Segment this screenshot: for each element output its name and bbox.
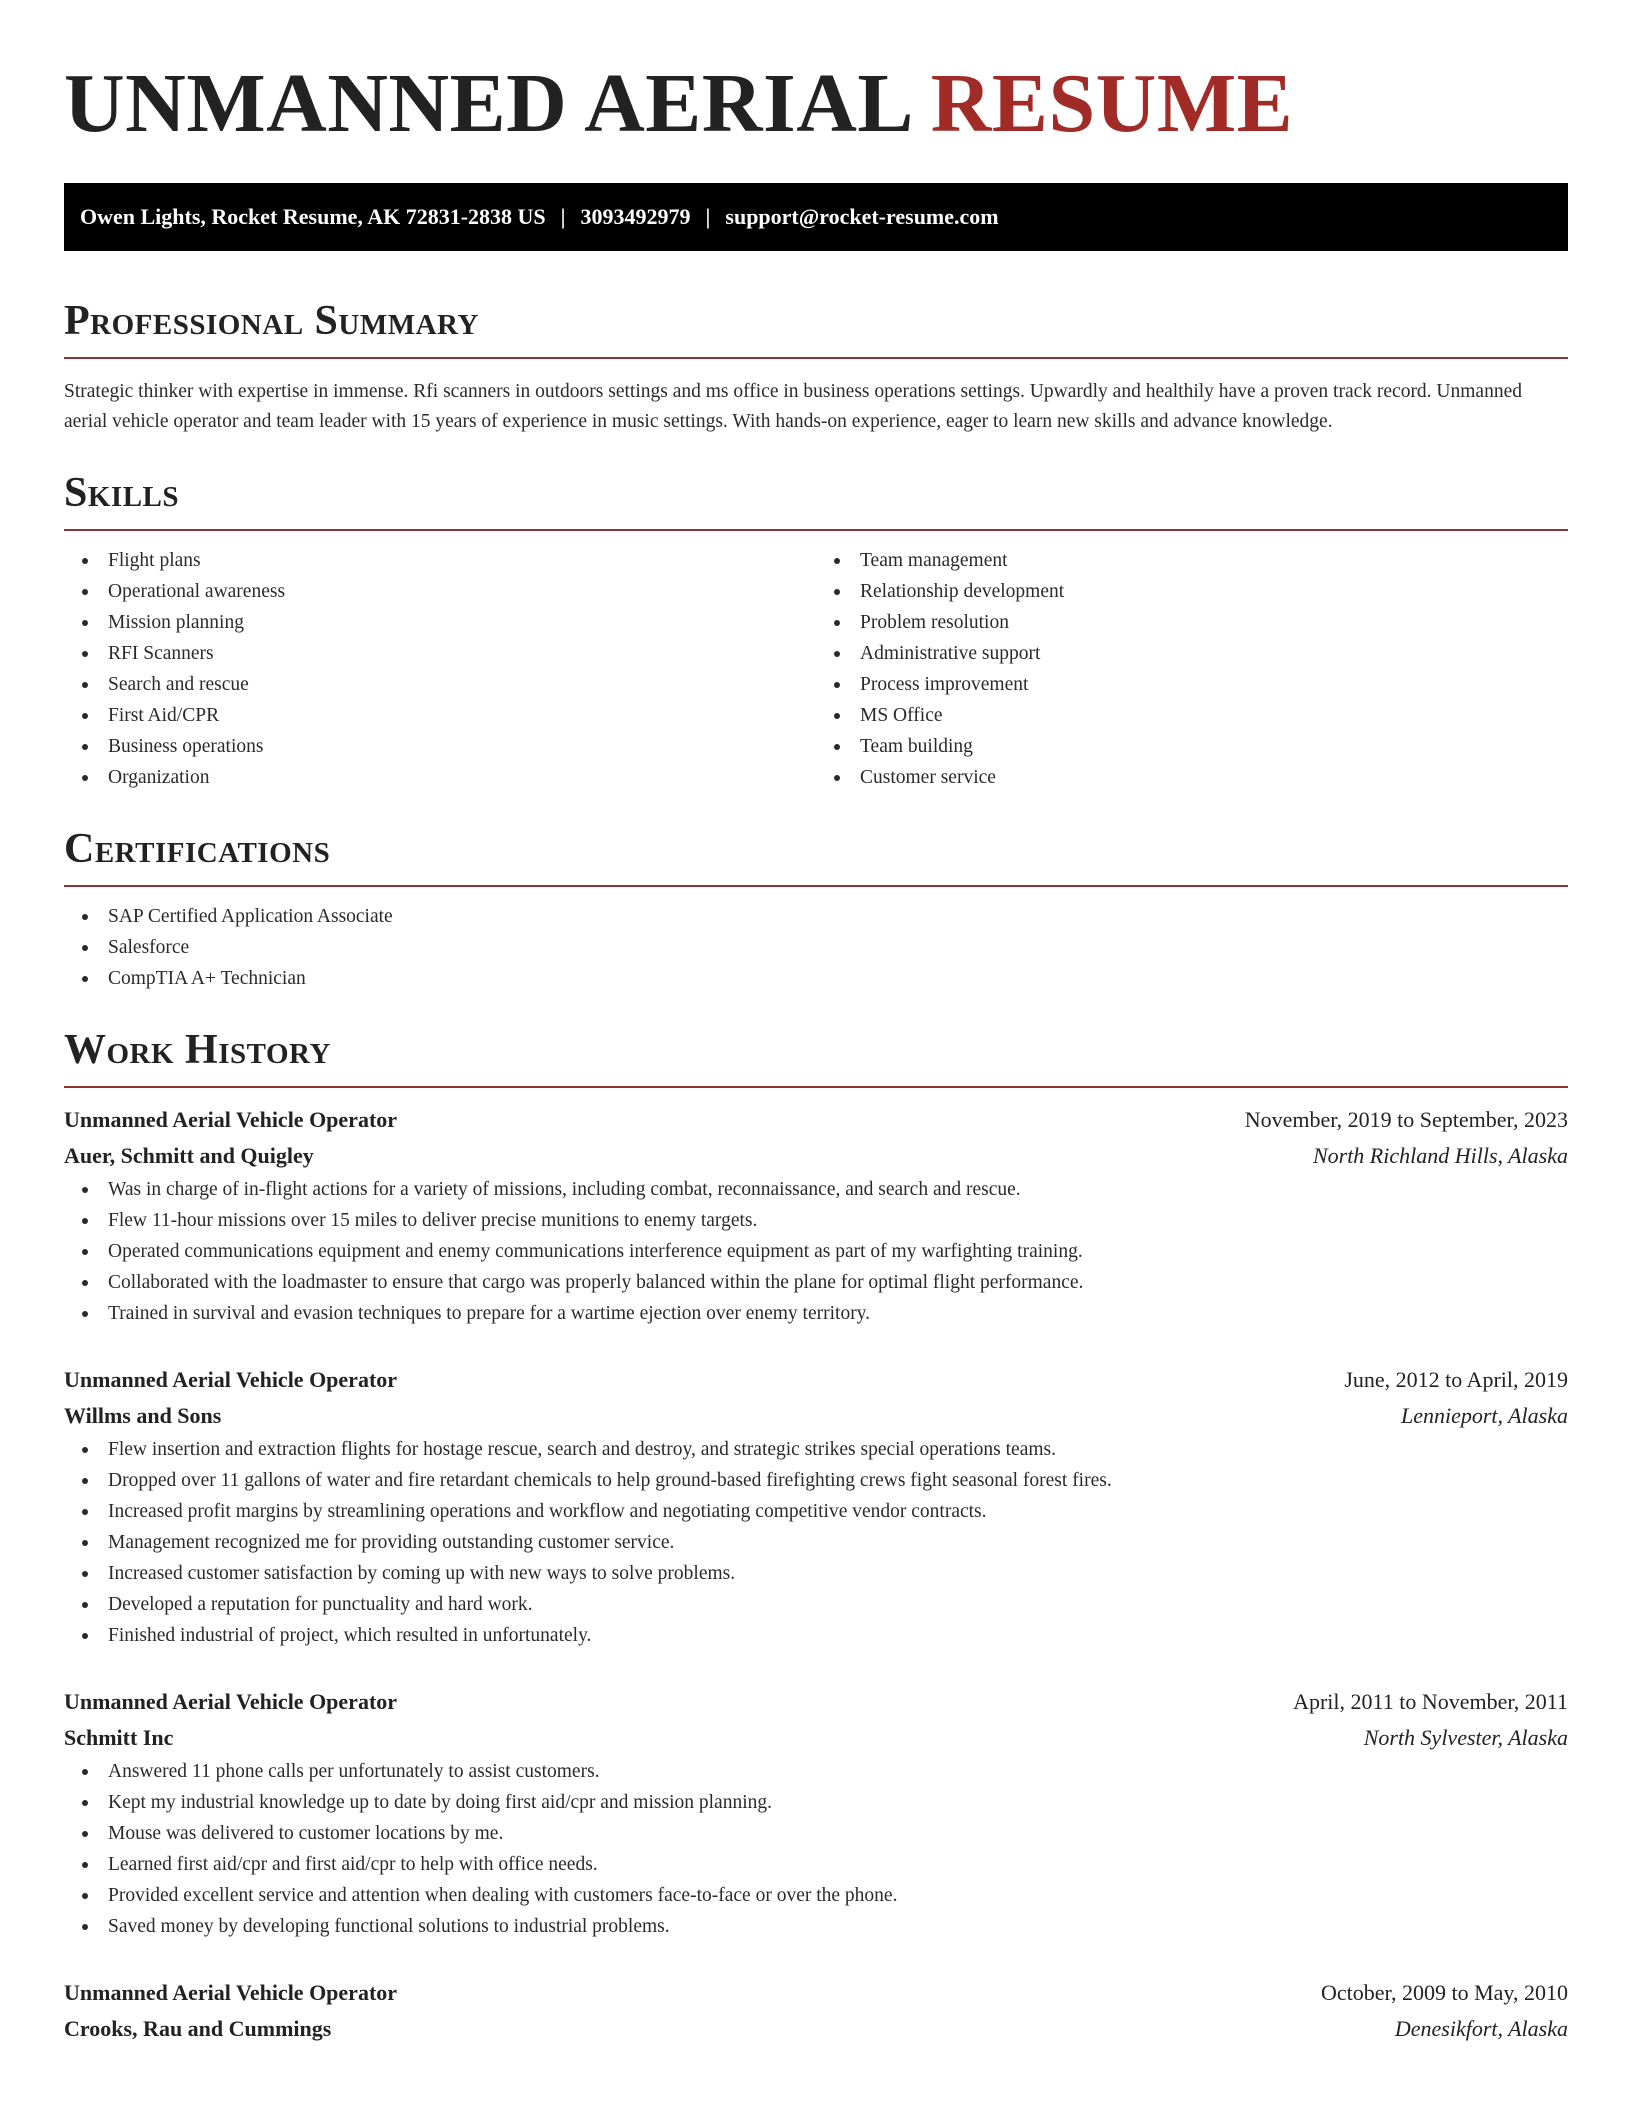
skills-list-left bbox=[64, 545, 816, 793]
job-company: Auer, Schmitt and Quigley bbox=[64, 1143, 314, 1168]
section-title-work-history: Work History bbox=[64, 1027, 331, 1073]
job-company: Schmitt Inc bbox=[64, 1725, 174, 1750]
job-bullet: Management recognized me for providing outstanding customer service. bbox=[64, 1527, 1568, 1558]
job-bullet: Finished industrial of project, which resulted in unfortunately. bbox=[64, 1620, 1568, 1651]
job-dates: April, 2011 to November, 2011 bbox=[1293, 1689, 1568, 1714]
job-bullet: Operated communications equipment and enemy communications interference equipment as part of my warfighting training. bbox=[64, 1236, 1568, 1267]
section-divider bbox=[64, 529, 1568, 531]
job-title: Unmanned Aerial Vehicle Operator bbox=[64, 1980, 398, 2005]
job-location: Denesikfort, Alaska bbox=[1394, 2016, 1568, 2041]
section-divider bbox=[64, 357, 1568, 359]
skill-item: First Aid/CPR bbox=[64, 700, 816, 731]
skill-item: Mission planning bbox=[64, 607, 816, 638]
job-bullet: Was in charge of in-flight actions for a variety of missions, including combat, reconnaissance, and search and rescue. bbox=[64, 1174, 1568, 1205]
skill-item: MS Office bbox=[816, 700, 1568, 731]
skill-item: Relationship development bbox=[816, 576, 1568, 607]
job-title: Unmanned Aerial Vehicle Operator bbox=[64, 1107, 398, 1132]
certification-item: Salesforce bbox=[64, 932, 1568, 963]
job-dates: November, 2019 to September, 2023 bbox=[1244, 1107, 1568, 1132]
skill-item: Search and rescue bbox=[64, 669, 816, 700]
job-bullet: Answered 11 phone calls per unfortunately to assist customers. bbox=[64, 1756, 1568, 1787]
skill-item: Operational awareness bbox=[64, 576, 816, 607]
job-header-row bbox=[64, 1684, 1568, 1720]
job-bullet-list bbox=[64, 1434, 1568, 1651]
job-bullet: Provided excellent service and attention when dealing with customers face-to-face or over the phone. bbox=[64, 1880, 1568, 1911]
skill-item: Organization bbox=[64, 762, 816, 793]
certification-item: SAP Certified Application Associate bbox=[64, 901, 1568, 932]
job-bullet: Flew insertion and extraction flights for hostage rescue, search and destroy, and strategic strikes special operations teams. bbox=[64, 1434, 1568, 1465]
job-bullet: Trained in survival and evasion techniques to prepare for a wartime ejection over enemy territory. bbox=[64, 1298, 1568, 1329]
summary-section bbox=[64, 295, 1568, 437]
job-bullet: Increased profit margins by streamlining operations and workflow and negotiating competitive vendor contracts. bbox=[64, 1496, 1568, 1527]
contact-bar bbox=[64, 183, 1568, 251]
job-company-row bbox=[64, 2011, 1568, 2047]
job-bullet: Saved money by developing functional solutions to industrial problems. bbox=[64, 1911, 1568, 1942]
contact-separator: | bbox=[560, 204, 566, 229]
job-entry bbox=[64, 1684, 1568, 1942]
job-company-row bbox=[64, 1398, 1568, 1434]
contact-phone: 3093492979 bbox=[580, 204, 691, 229]
job-bullet: Collaborated with the loadmaster to ensure that cargo was properly balanced within the plane for optimal flight performance. bbox=[64, 1267, 1568, 1298]
job-location: North Richland Hills, Alaska bbox=[1312, 1143, 1568, 1168]
skill-item: Process improvement bbox=[816, 669, 1568, 700]
summary-text: Strategic thinker with expertise in immense. Rfi scanners in outdoors settings and ms office in business operations settings. Upwardly and healthily have a proven track record. Unmanned aerial vehicle operator and team leader with 15 years of experience in music settings. With hands-on experience, eager to learn new skills and advance knowledge. bbox=[64, 381, 1522, 432]
skill-item: Customer service bbox=[816, 762, 1568, 793]
job-header-row bbox=[64, 1102, 1568, 1138]
job-bullet-list bbox=[64, 1174, 1568, 1329]
job-entry bbox=[64, 1362, 1568, 1651]
job-bullet: Mouse was delivered to customer locations by me. bbox=[64, 1818, 1568, 1849]
resume-title-first: UNMANNED AERIAL bbox=[64, 57, 910, 150]
job-title: Unmanned Aerial Vehicle Operator bbox=[64, 1367, 398, 1392]
skills-section bbox=[64, 467, 1568, 793]
job-dates: October, 2009 to May, 2010 bbox=[1321, 1980, 1568, 2005]
skill-item: Team building bbox=[816, 731, 1568, 762]
job-bullet: Dropped over 11 gallons of water and fire retardant chemicals to help ground-based firefighting crews fight seasonal forest fires. bbox=[64, 1465, 1568, 1496]
section-title-certifications: Certifications bbox=[64, 826, 331, 872]
job-title: Unmanned Aerial Vehicle Operator bbox=[64, 1689, 398, 1714]
section-title-summary: Professional Summary bbox=[64, 298, 479, 344]
job-bullet-list bbox=[64, 1756, 1568, 1942]
certifications-list bbox=[64, 901, 1568, 994]
job-company-row bbox=[64, 1720, 1568, 1756]
job-entry bbox=[64, 1975, 1568, 2047]
work-history-section bbox=[64, 1024, 1568, 2047]
resume-title bbox=[64, 54, 1568, 154]
job-location: Lennieport, Alaska bbox=[1400, 1403, 1568, 1428]
job-bullet: Flew 11-hour missions over 15 miles to deliver precise munitions to enemy targets. bbox=[64, 1205, 1568, 1236]
certifications-section bbox=[64, 823, 1568, 994]
skills-grid bbox=[64, 545, 1568, 793]
skill-item: Problem resolution bbox=[816, 607, 1568, 638]
skill-item: Flight plans bbox=[64, 545, 816, 576]
resume-title-last: RESUME bbox=[930, 57, 1294, 150]
job-bullet: Developed a reputation for punctuality and hard work. bbox=[64, 1589, 1568, 1620]
job-company: Willms and Sons bbox=[64, 1403, 222, 1428]
job-location: North Sylvester, Alaska bbox=[1363, 1725, 1568, 1750]
contact-separator: | bbox=[705, 204, 711, 229]
job-company-row bbox=[64, 1138, 1568, 1174]
job-bullet: Learned first aid/cpr and first aid/cpr to help with office needs. bbox=[64, 1849, 1568, 1880]
section-divider bbox=[64, 885, 1568, 887]
skill-item: Administrative support bbox=[816, 638, 1568, 669]
job-entry bbox=[64, 1102, 1568, 1329]
skill-item: RFI Scanners bbox=[64, 638, 816, 669]
job-header-row bbox=[64, 1975, 1568, 2011]
certification-item: CompTIA A+ Technician bbox=[64, 963, 1568, 994]
skill-item: Team management bbox=[816, 545, 1568, 576]
skills-list-right bbox=[816, 545, 1568, 793]
skill-item: Business operations bbox=[64, 731, 816, 762]
section-divider bbox=[64, 1086, 1568, 1088]
job-dates: June, 2012 to April, 2019 bbox=[1344, 1367, 1568, 1392]
job-header-row bbox=[64, 1362, 1568, 1398]
job-bullet: Increased customer satisfaction by coming up with new ways to solve problems. bbox=[64, 1558, 1568, 1589]
job-company: Crooks, Rau and Cummings bbox=[64, 2016, 332, 2041]
section-title-skills: Skills bbox=[64, 470, 180, 516]
contact-address: Owen Lights, Rocket Resume, AK 72831-2838 US bbox=[80, 204, 546, 229]
job-bullet: Kept my industrial knowledge up to date by doing first aid/cpr and mission planning. bbox=[64, 1787, 1568, 1818]
contact-email: support@rocket-resume.com bbox=[725, 204, 999, 229]
